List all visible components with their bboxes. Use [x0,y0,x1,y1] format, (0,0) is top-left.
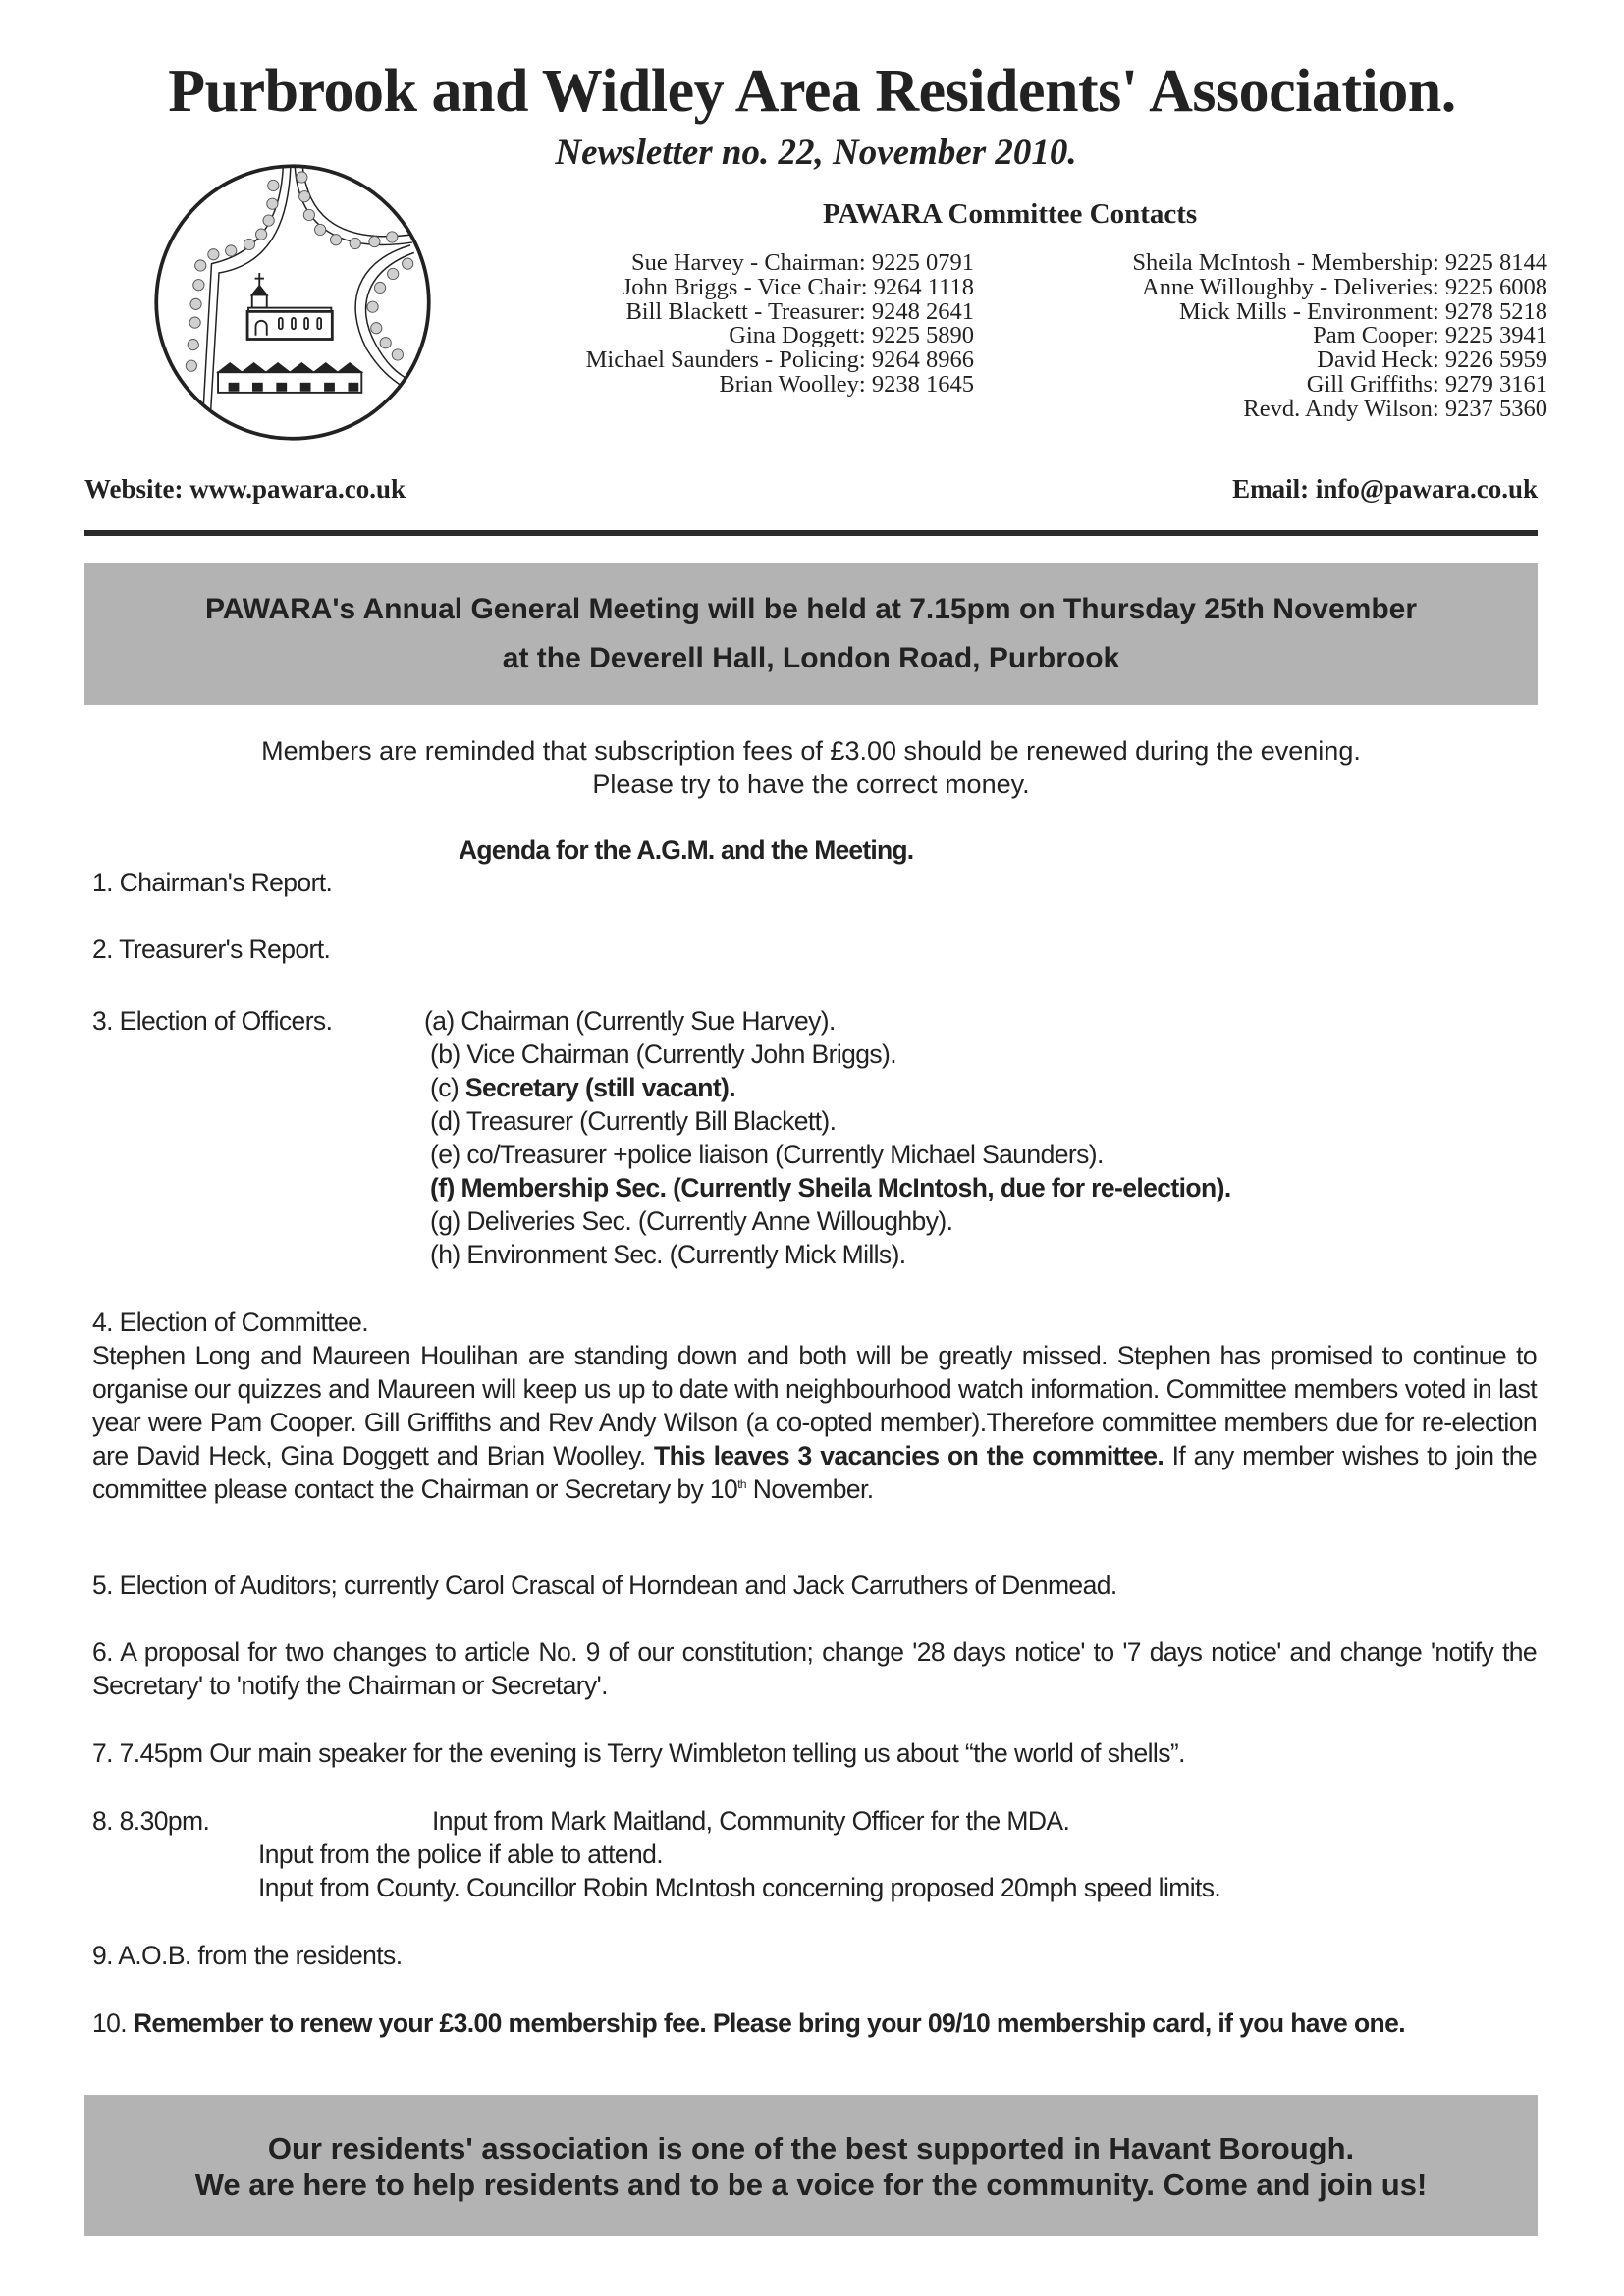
agenda-item-8-line: Input from Mark Maitland, Community Officer for the MDA. [432,1806,1070,1836]
officer-label: (a) [424,1006,455,1036]
contact-entry: Sheila McIntosh - Membership: 9225 8144 [1132,249,1547,276]
officer-label: (e) [430,1140,460,1169]
agm-banner-line1: PAWARA's Annual General Meeting will be held at 7.15pm on Thursday 25th November [204,593,1418,625]
officer-row [430,1138,1231,1171]
officer-text: Secretary (still vacant). [464,1073,736,1102]
agenda-item-4-text [92,1339,1537,1506]
officer-row [430,1238,1231,1271]
officer-row [430,1071,1231,1104]
agm-banner [84,563,1538,705]
officer-label: (f) [430,1173,455,1202]
officer-row [430,1038,1231,1071]
agenda-item-5: 5. Election of Auditors; currently Carol Crascal of Horndean and Jack Carruthers of Denmead. [92,1571,1117,1600]
contact-entry: Michael Saunders - Policing: 9264 8966 [585,347,974,374]
footer-banner-line1: Our residents' association is one of the best supported in Havant Borough. [267,2131,1355,2165]
contacts-left-column [586,251,974,398]
footer-banner-line2: We are here to help residents and to be a voice for the community. Come and join us! [194,2167,1428,2202]
agenda-item-2: 2. Treasurer's Report. [92,934,331,964]
officer-label: (c) [430,1073,460,1102]
agenda-item-3: 3. Election of Officers. [92,1006,333,1036]
officer-text: Vice Chairman (Currently John Briggs). [466,1040,897,1069]
agenda-item-8-label: 8. 8.30pm. [92,1806,210,1836]
officer-text: co/Treasurer +police liaison (Currently Michael Saunders). [466,1140,1104,1169]
contacts-right-column [1132,251,1547,422]
agenda-item-8-line: Input from the police if able to attend. [258,1840,664,1869]
officer-text: Treasurer (Currently Bill Blackett). [465,1106,837,1136]
email-link[interactable]: Email: info@pawara.co.uk [1232,474,1538,504]
item10-text: Remember to renew your £3.00 membership fee. Please bring your 09/10 membership card, if you have one. [133,2008,1406,2038]
contact-entry: Sue Harvey - Chairman: 9225 0791 [630,249,974,276]
agenda-item-6: 6. A proposal for two changes to article No. 9 of our constitution; change '28 days notice' to '7 days notice' and change 'notify the Secretary' to 'notify the Chairman or Secretary'. [92,1637,1537,1700]
website-link[interactable]: Website: www.pawara.co.uk [84,474,406,504]
officer-row [430,1204,1231,1238]
contact-entry: Gina Doggett: 9225 5890 [729,322,974,349]
contact-entry: Gill Griffiths: 9279 3161 [1306,370,1547,398]
officer-row [430,1104,1231,1138]
agenda-item-4-title: 4. Election of Committee. [92,1308,369,1337]
agenda-item-8-line: Input from County. Councillor Robin McIntosh concerning proposed 20mph speed limits. [258,1873,1221,1902]
agenda-item-10 [92,2006,1537,2040]
officer-text: Membership Sec. (Currently Sheila McIntosh, due for re-election). [460,1173,1231,1202]
officer-label: (b) [430,1040,460,1069]
agenda-item-1: 1. Chairman's Report. [92,868,333,897]
contact-entry: Pam Cooper: 9225 3941 [1313,322,1547,349]
item4-text-part: If any member wishes to join the committee please contact the Chairman or Secretary by 10 [92,1441,1537,1504]
newsletter-title: Purbrook and Widley Area Residents' Association. [168,58,1456,125]
item4-text-part: Stephen Long and Maureen Houlihan are standing down and both will be greatly missed. Stephen has promised to continue to organise our quizzes and Maureen will keep us up to date with neighbourhood watch information. Committee members voted in last year were Pam Cooper. Gill Griffiths and Rev Andy Wilson (a co-opted member).Therefore committee members due for re-election are David Heck, Gina Doggett and Brian Woolley. [92,1341,1537,1470]
officer-text: Deliveries Sec. (Currently Anne Willoughby). [466,1206,953,1236]
contact-entry: Anne Willoughby - Deliveries: 9225 6008 [1142,273,1547,300]
item4-text-part: November. [746,1474,874,1504]
agm-banner-line2: at the Deverell Hall, London Road, Purbrook [502,642,1120,674]
officer-text: Environment Sec. (Currently Mick Mills). [466,1240,906,1269]
officers-list [424,1004,1231,1271]
officer-text: Chairman (Currently Sue Harvey). [460,1006,836,1036]
agenda-item-9: 9. A.O.B. from the residents. [92,1941,403,1970]
officer-row [424,1004,1231,1038]
agenda-item-7: 7. 7.45pm Our main speaker for the evening is Terry Wimbleton telling us about “the world of shells”. [92,1738,1185,1768]
officer-row [430,1171,1231,1204]
officer-label: (g) [430,1206,460,1236]
officer-label: (d) [430,1106,460,1136]
contact-entry: John Briggs - Vice Chair: 9264 1118 [622,273,974,300]
item10-number: 10. [92,2008,134,2038]
contact-entry: Mick Mills - Environment: 9278 5218 [1179,297,1547,325]
footer-banner [84,2095,1538,2236]
village-logo-icon [145,155,440,450]
contacts-heading: PAWARA Committee Contacts [823,198,1198,230]
officer-label: (h) [430,1240,460,1269]
contact-entry: Revd. Andy Wilson: 9237 5360 [1243,395,1547,422]
contact-entry: Bill Blackett - Treasurer: 9248 2641 [625,297,974,325]
item4-vacancies-note: This leaves 3 vacancies on the committee. [653,1441,1164,1470]
newsletter-subtitle: Newsletter no. 22, November 2010. [555,133,1077,173]
contact-entry: David Heck: 9226 5959 [1317,347,1547,374]
reminder-line2: Please try to have the correct money. [592,770,1030,799]
agenda-heading: Agenda for the A.G.M. and the Meeting. [459,835,914,865]
header-divider [84,530,1538,536]
ordinal-suffix: th [737,1477,747,1492]
contact-entry: Brian Woolley: 9238 1645 [719,370,974,398]
subscription-reminder [84,734,1538,801]
reminder-line1: Members are reminded that subscription fees of £3.00 should be renewed during the evening. [261,736,1361,766]
